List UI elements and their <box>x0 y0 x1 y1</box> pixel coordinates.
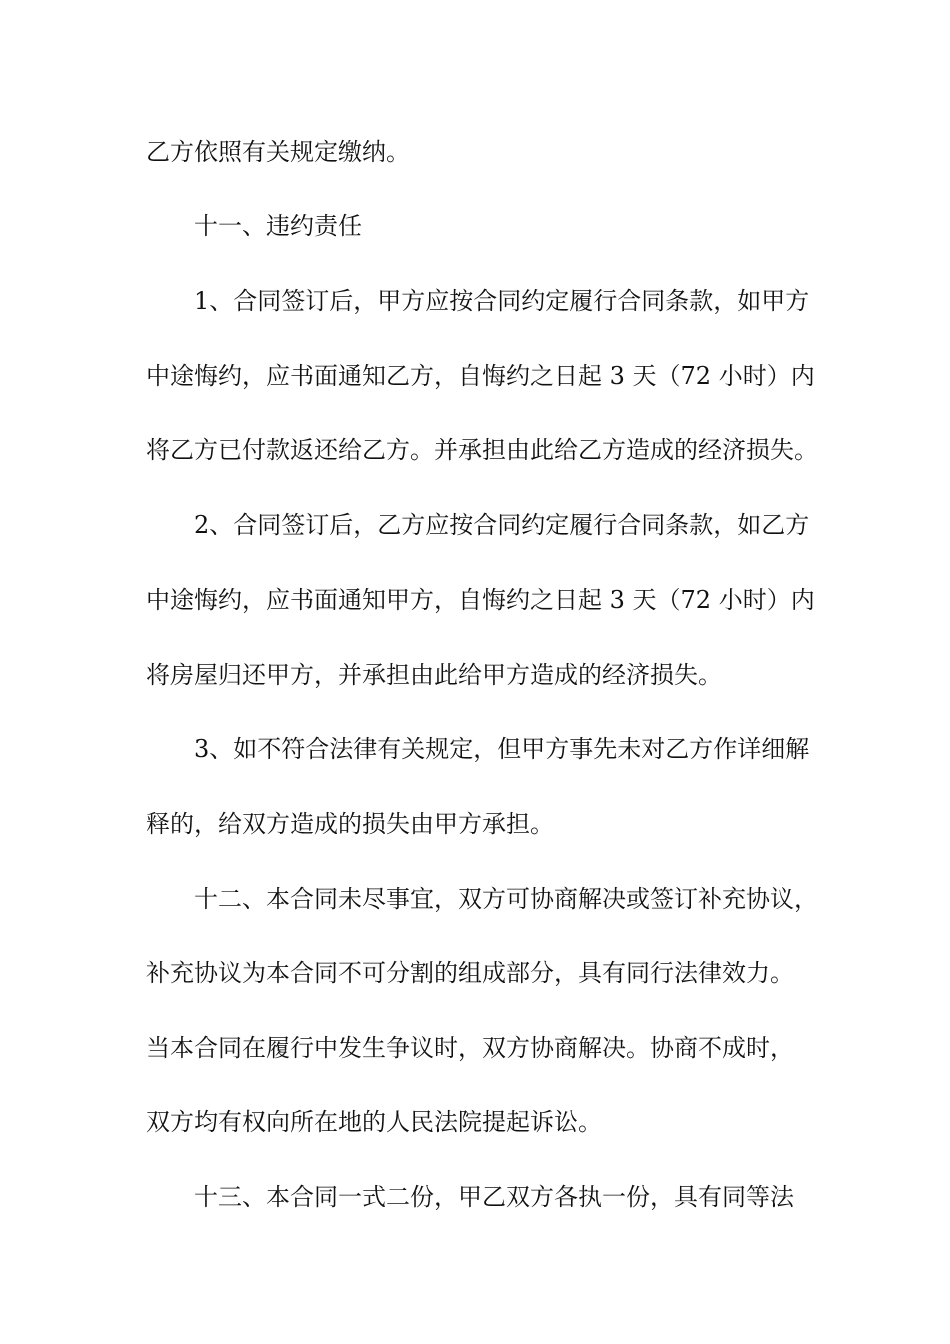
text-line: 1、合同签订后，甲方应按合同约定履行合同条款，如甲方 <box>194 287 810 315</box>
text-line: 乙方依照有关规定缴纳。 <box>146 138 410 166</box>
section-heading: 十一、违约责任 <box>194 212 362 240</box>
text-line: 将房屋归还甲方，并承担由此给甲方造成的经济损失。 <box>146 661 722 689</box>
text-line: 释的，给双方造成的损失由甲方承担。 <box>146 810 554 838</box>
text-line: 当本合同在履行中发生争议时，双方协商解决。协商不成时， <box>146 1034 794 1062</box>
text-line: 2、合同签订后，乙方应按合同约定履行合同条款，如乙方 <box>194 511 810 539</box>
text-line: 将乙方已付款返还给乙方。并承担由此给乙方造成的经济损失。 <box>146 436 818 464</box>
text-line: 中途悔约，应书面通知甲方，自悔约之日起 3 天（72 小时）内 <box>146 586 815 614</box>
text-line: 中途悔约，应书面通知乙方，自悔约之日起 3 天（72 小时）内 <box>146 362 815 390</box>
text-line: 十三、本合同一式二份，甲乙双方各执一份，具有同等法 <box>194 1183 794 1211</box>
text-line: 补充协议为本合同不可分割的组成部分，具有同行法律效力。 <box>146 959 794 987</box>
text-line: 双方均有权向所在地的人民法院提起诉讼。 <box>146 1108 602 1136</box>
text-line: 3、如不符合法律有关规定，但甲方事先未对乙方作详细解 <box>194 735 810 763</box>
text-line: 十二、本合同未尽事宜，双方可协商解决或签订补充协议， <box>194 885 818 913</box>
